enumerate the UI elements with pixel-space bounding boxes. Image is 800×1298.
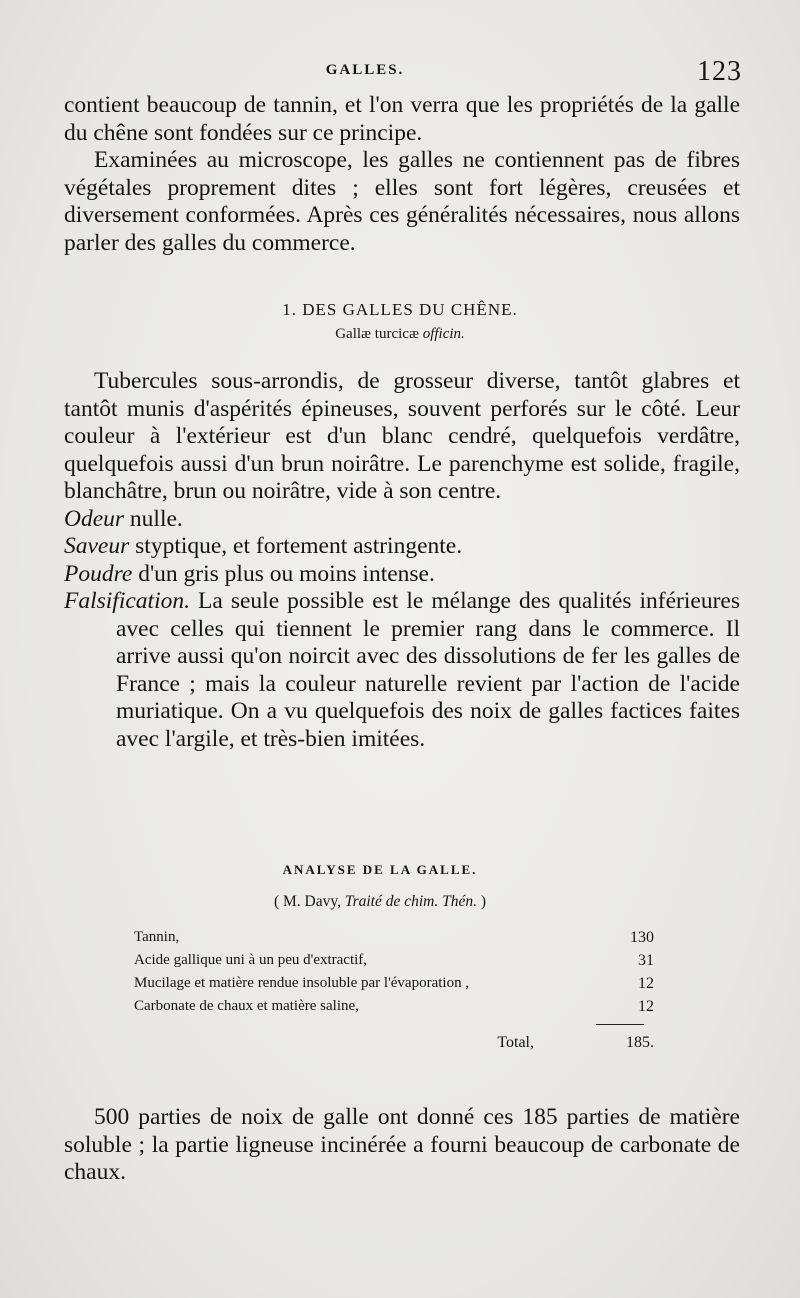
row-value: 12 <box>638 998 654 1015</box>
source-work: Traité de chim. Thén. <box>344 893 478 910</box>
row-label: Mucilage et matière rendue insoluble par l'évaporation , <box>134 975 470 991</box>
falsification-text: La seule possible est le mélange des qualités inférieures avec celles qui tiennent le premier rang dans le commerce. Il arrive aussi qu'on noircit avec des dissolutions de fer les galles de France ; mais la couleur naturelle revient par l'action de l'acide muriatique. On a vu quelquefois des noix de galles factices faites avec l'argile, et très-bien imitées. <box>116 588 740 752</box>
row-label: Acide gallique uni à un peu d'extractif, <box>134 952 368 968</box>
table-row <box>134 949 654 972</box>
page-header <box>0 56 800 92</box>
total-rule <box>596 1024 644 1025</box>
table-row <box>134 972 654 995</box>
description-paragraph: Tubercules sous-arrondis, de grosseur diverse, tantôt glabres et tantôt munis d'aspérités épineuses, souvent perforés sur le côté. Leur couleur à l'extérieur est d'un blanc cendré, quelquefois verdâtre, quelquefois aussi d'un brun noirâtre. Le parenchyme est solide, fragile, blanchâtre, brun ou noirâtre, vide à son centre. <box>64 368 740 504</box>
section-title: 1. DES GALLES DU CHÊNE. <box>282 300 518 319</box>
row-value: 31 <box>638 952 654 969</box>
row-value: 12 <box>638 975 654 992</box>
table-row <box>134 926 654 949</box>
source-close: ) <box>477 893 487 910</box>
falsification-term: Falsification. <box>64 588 190 614</box>
property-poudre <box>64 561 740 589</box>
description-block <box>64 368 740 753</box>
property-saveur <box>64 533 740 561</box>
section-subtitle <box>0 326 800 343</box>
property-odeur <box>64 506 740 534</box>
row-value: 130 <box>630 929 654 946</box>
analysis-source <box>0 893 760 911</box>
property-text: d'un gris plus ou moins intense. <box>132 560 435 587</box>
paragraph-microscope: Examinées au microscope, les galles ne contiennent pas de fibres végétales proprement dites ; elles sont fort légères, creusées et diversement conformées. Après ces généralités nécessaires, nous allons parler des galles du commerce. <box>64 147 740 256</box>
property-term: Saveur <box>64 533 130 559</box>
total-value: 185. <box>626 1034 654 1051</box>
running-head: GALLES. <box>325 62 405 78</box>
table-row <box>134 995 654 1018</box>
property-falsification <box>64 588 740 753</box>
subtitle-latin: Gallæ turcicæ <box>335 326 419 342</box>
property-term: Poudre <box>64 560 133 587</box>
final-block <box>64 1104 740 1187</box>
paragraph-continuation: contient beaucoup de tannin, et l'on verra que les propriétés de la galle du chêne sont fondées sur ce principe. <box>64 92 740 146</box>
subtitle-officin: officin. <box>422 326 465 342</box>
final-paragraph: 500 parties de noix de galle ont donné ces 185 parties de matière soluble ; la partie ligneuse incinérée a fourni beaucoup de carbonate de chaux. <box>64 1104 740 1185</box>
property-term: Odeur <box>64 505 125 532</box>
analysis-title: ANALYSE DE LA GALLE. <box>282 862 478 877</box>
row-label: Carbonate de chaux et matière saline, <box>134 998 359 1014</box>
page-number: 123 <box>697 56 742 87</box>
row-label: Tannin, <box>134 929 180 945</box>
property-text: nulle. <box>124 505 183 532</box>
source-author: ( M. Davy, <box>273 893 345 910</box>
analysis-table <box>134 926 654 1018</box>
property-text: styptique, et fortement astringente. <box>129 533 463 559</box>
intro-block <box>64 92 740 257</box>
total-label: Total, <box>497 1034 534 1051</box>
total-row <box>134 1031 654 1054</box>
